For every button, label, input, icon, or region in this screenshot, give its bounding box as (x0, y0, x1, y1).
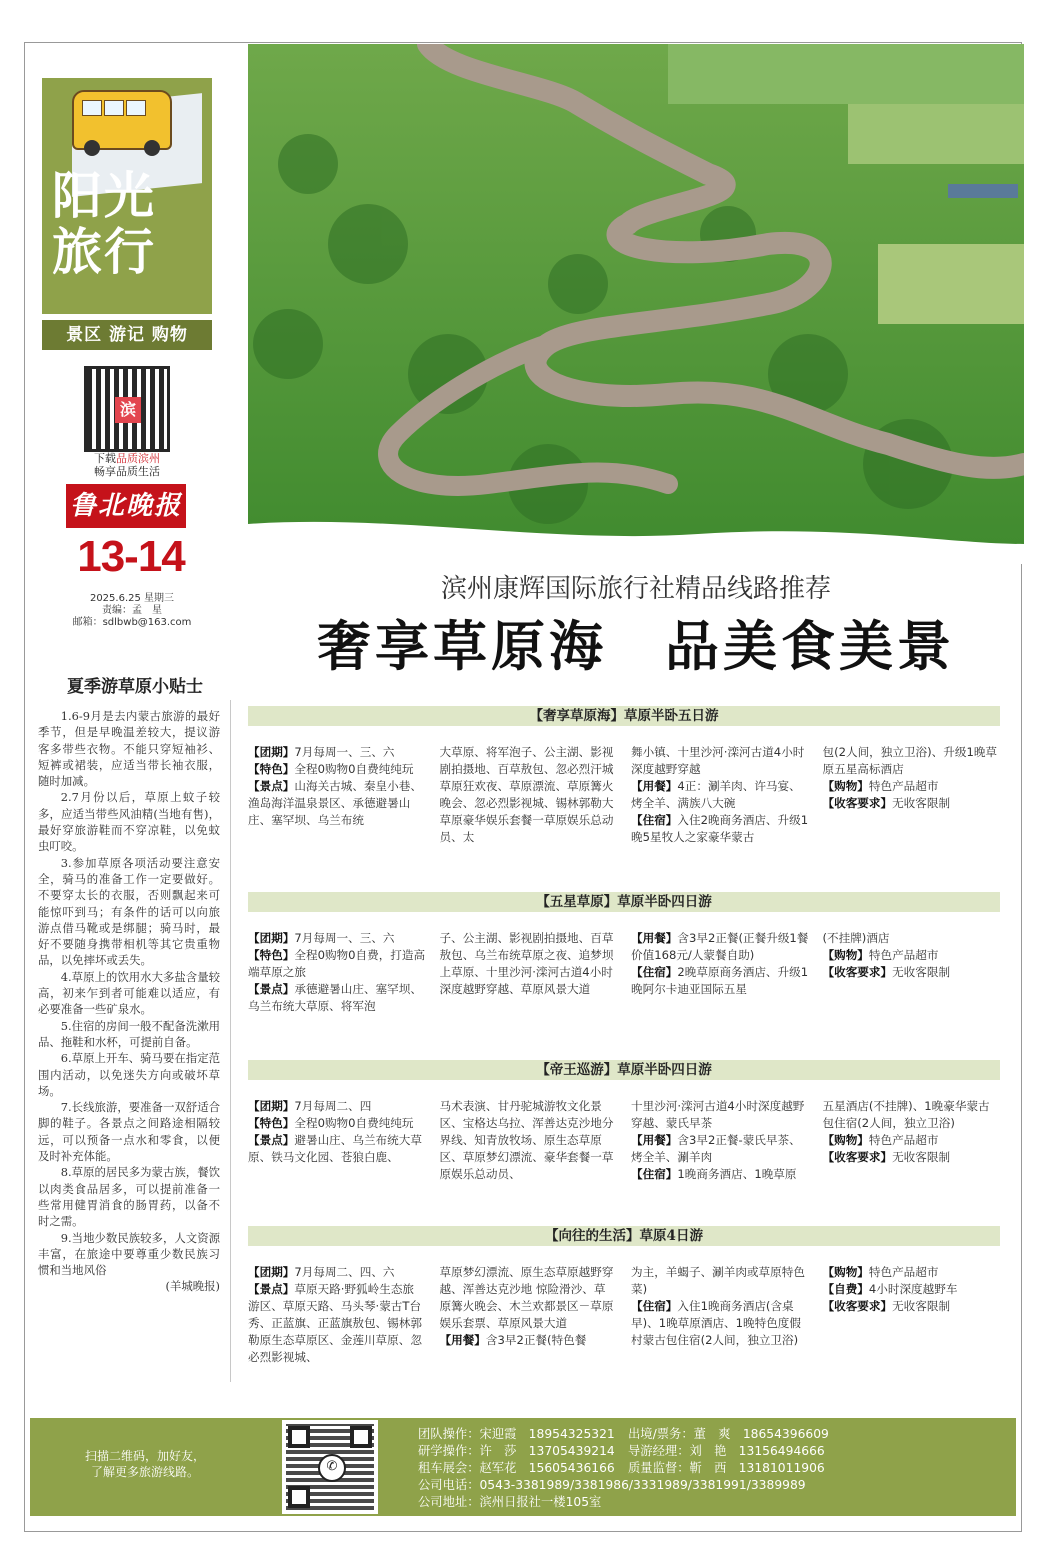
route-title: 【向往的生活】草原4日游 (248, 1226, 1000, 1246)
route-detail (440, 1332, 618, 1349)
bus-icon (72, 90, 172, 150)
tip-item: 8.草原的居民多为蒙古族，餐饮以肉类食品居多，可以提前准备一些常用健胃消食的肠胃药，以备不时之需。 (38, 1165, 220, 1229)
page-numbers: 13-14 (77, 532, 185, 581)
route-detail (440, 1264, 618, 1332)
route-detail (823, 947, 1001, 964)
route-column (631, 744, 809, 846)
wechat-qr-code[interactable] (282, 1420, 378, 1514)
tip-item: 2.7月份以后，草原上蚊子较多，应适当带些风油精(当地有售)，最好穿旅游鞋而不穿凉鞋，以免蚊虫叮咬。 (38, 790, 220, 854)
tip-item: 7.长线旅游，要准备一双舒适合脚的鞋子。各景点之间路途相隔较远，可以预备一点水和零食，以便及时补充体能。 (38, 1100, 220, 1164)
route-detail-text: 全程0购物0自费纯纯玩 (294, 762, 414, 776)
route-detail (248, 744, 426, 761)
route-detail-label: 【用餐】 (631, 931, 678, 945)
route-body (248, 1264, 1000, 1366)
route-detail-text: 7月每周一、三、六 (294, 745, 395, 759)
route-detail-text: 草原天路·野狐岭生态旅游区、草原天路、马头琴·蒙古T台秀、正蓝旗、正蓝旗敖包、锡林郭勒原生态草原区、金莲川草原、忽必烈影视城、 (248, 1282, 422, 1364)
route-detail-label: 【住宿】 (631, 813, 678, 827)
qr-caption: 下载品质滨州 畅享品质生活 (94, 452, 160, 478)
route-detail-text: 特色产品超市 (868, 1265, 939, 1279)
tips-title: 夏季游草原小贴士 (67, 677, 203, 697)
route-detail-label: 【收客要求】 (822, 1150, 893, 1164)
route-3 (248, 1060, 1000, 1183)
route-detail-label: 【用餐】 (439, 1333, 486, 1347)
route-column (248, 930, 426, 1015)
contact-item: 租车展会：赵军花 15605436166 (418, 1461, 615, 1475)
route-detail (248, 1281, 426, 1366)
route-detail-text: 无收客限制 (892, 965, 951, 979)
route-body (248, 930, 1000, 1015)
route-detail-text: 舞小镇、十里沙河·滦河古道4小时深度越野穿越 (631, 745, 805, 776)
route-detail-label: 【购物】 (822, 1265, 869, 1279)
route-detail-label: 【住宿】 (631, 965, 678, 979)
route-detail-label: 【住宿】 (631, 1167, 678, 1181)
route-detail-label: 【特色】 (248, 762, 295, 776)
route-detail-text: 无收客限制 (892, 1299, 951, 1313)
route-detail (631, 964, 809, 998)
route-column (440, 1098, 618, 1183)
route-column (823, 1264, 1001, 1366)
route-detail (631, 812, 809, 846)
route-detail (631, 930, 809, 964)
route-detail-label: 【团期】 (248, 931, 295, 945)
route-column (631, 1098, 809, 1183)
route-detail-text: 无收客限制 (892, 796, 951, 810)
route-detail-label: 【用餐】 (631, 1133, 678, 1147)
route-detail (823, 1132, 1001, 1149)
route-body (248, 744, 1000, 846)
tip-item: 4.草原上的饮用水大多盐含量较高，初来乍到者可能难以适应，有必要准备一些矿泉水。 (38, 969, 220, 1017)
route-detail-label: 【景点】 (248, 982, 295, 996)
route-detail-text: 1晚商务酒店、1晚草原 (677, 1167, 797, 1181)
route-detail-text: 十里沙河·滦河古道4小时深度越野穿越、蒙氏早茶 (631, 1099, 805, 1130)
route-detail (440, 1098, 618, 1183)
route-detail (248, 930, 426, 947)
route-title: 【帝王巡游】草原半卧四日游 (248, 1060, 1000, 1080)
route-detail-text: 五星酒店(不挂牌)、1晚豪华蒙古包住宿(2人间，独立卫浴) (822, 1099, 990, 1130)
route-detail (440, 930, 618, 998)
route-detail (631, 1166, 809, 1183)
qr-center-logo: 滨 (115, 397, 141, 423)
route-detail (631, 778, 809, 812)
tips-body (38, 708, 220, 1295)
route-column (631, 1264, 809, 1366)
route-detail (823, 778, 1001, 795)
route-body (248, 1098, 1000, 1183)
route-detail-label: 【团期】 (248, 745, 295, 759)
route-detail (631, 744, 809, 778)
route-column (631, 930, 809, 1015)
route-detail-text: 子、公主湖、影视剧拍摄地、百草敖包、乌兰布统草原之夜、追梦坝上草原、十里沙河·滦河古道4小时深度越野穿越、草原风景大道 (439, 931, 614, 996)
kicker: 滨州康辉国际旅行社精品线路推荐 (440, 574, 831, 604)
tip-item: 6.草原上开车、骑马要在指定范围内活动，以免迷失方向或破坏草场。 (38, 1051, 220, 1098)
issue-meta: 2025.6.25 星期三 责编：孟 星 邮箱：sdlbwb@163.com (72, 593, 192, 628)
route-detail-text: 山海关古城、秦皇小巷、渔岛海洋温泉景区、承德避暑山庄、塞罕坝、乌兰布统 (248, 779, 422, 827)
route-detail-text: (不挂牌)酒店 (822, 931, 890, 945)
contact-item: 出境/票务：董 爽 18654396609 (628, 1427, 829, 1441)
route-detail-text: 含3早2正餐(特色餐 (485, 1333, 587, 1347)
route-detail-text: 避暑山庄、乌兰布统大草原、铁马文化园、苍狼白鹿、 (248, 1133, 422, 1164)
route-detail-text: 大草原、将军泡子、公主湖、影视剧拍摄地、百草敖包、忽必烈汗城草原狂欢夜、草原漂流、草原篝火晚会、忽必烈影视城、锡林郭勒大草原豪华娱乐套餐一草原娱乐总动员、太 (439, 745, 614, 844)
route-detail (823, 1281, 1001, 1298)
route-column (823, 930, 1001, 1015)
page-headline: 奢享草原海 品美食美景 (317, 614, 955, 678)
route-detail-text: 含3早2正餐-蒙氏早茶、烤全羊、涮羊肉 (631, 1133, 801, 1164)
route-title: 【五星草原】草原半卧四日游 (248, 892, 1000, 912)
route-detail (823, 964, 1001, 981)
route-4 (248, 1226, 1000, 1366)
tip-item: 1.6-9月是去内蒙古旅游的最好季节，但是早晚温差较大，提议游客多带些衣物。不能只穿短袖衫、短裤或裙装，应适当带长袖衣服，随时加减。 (38, 709, 220, 789)
column-subtitle: 景区 游记 购物 (42, 320, 212, 350)
tip-item: 5.住宿的房间一般不配备洗漱用品、拖鞋和水杯，可提前自备。 (38, 1018, 220, 1049)
route-detail-label: 【景点】 (248, 1282, 295, 1296)
route-detail (248, 947, 426, 981)
route-detail (248, 778, 426, 829)
route-detail-text: 7月每周二、四 (294, 1099, 372, 1113)
route-detail-text: 无收客限制 (892, 1150, 951, 1164)
route-column (248, 1264, 426, 1366)
route-detail-text: 特色产品超市 (868, 1133, 939, 1147)
route-detail-text: 特色产品超市 (868, 948, 939, 962)
route-detail-label: 【购物】 (822, 1133, 869, 1147)
route-detail-label: 【特色】 (248, 948, 295, 962)
route-title: 【奢享草原海】草原半卧五日游 (248, 706, 1000, 726)
route-detail-label: 【购物】 (822, 779, 869, 793)
route-detail-text: 为主，羊蝎子、涮羊肉或草原特色菜) (631, 1265, 805, 1296)
route-detail-label: 【收客要求】 (822, 965, 893, 979)
route-detail-text: 4正：涮羊肉、许马宴、烤全羊、满族八大碗 (631, 779, 801, 810)
route-detail (823, 744, 1001, 778)
route-detail (631, 1298, 809, 1349)
route-detail-text: 7月每周一、三、六 (294, 931, 395, 945)
route-detail-label: 【购物】 (822, 948, 869, 962)
route-column (823, 744, 1001, 846)
route-detail-text: 特色产品超市 (868, 779, 939, 793)
contact-item: 团队操作：宋迎霞 18954325321 (418, 1427, 615, 1441)
route-detail (248, 1264, 426, 1281)
route-detail-text: 草原梦幻漂流、原生态草原越野穿越、浑善达克沙地 惊险滑沙、草原篝火晚会、木兰欢都景区－草原娱乐套票、草原风景大道 (439, 1265, 614, 1330)
column-title: 阳光 旅行 (52, 167, 156, 281)
route-detail-label: 【收客要求】 (822, 796, 893, 810)
newspaper-logo: 鲁北晚报 (66, 484, 186, 528)
route-detail (823, 1298, 1001, 1315)
route-detail-text: 全程0购物0自费，打造高端草原之旅 (248, 948, 426, 979)
route-detail (248, 1132, 426, 1166)
grassland-river-photo (248, 44, 1024, 564)
tip-item: 9.当地少数民族较多，人文资源丰富，在旅途中要尊重少数民族习惯和当地风俗 (38, 1230, 220, 1278)
route-detail-label: 【团期】 (248, 1265, 295, 1279)
route-detail-label: 【收客要求】 (822, 1299, 893, 1313)
route-detail-label: 【景点】 (248, 1133, 295, 1147)
column-divider (230, 700, 231, 1382)
route-detail (631, 1098, 809, 1132)
route-detail-text: 2晚草原商务酒店、升级1晚阿尔卡迪亚国际五星 (631, 965, 809, 996)
footer-bar (30, 1418, 1016, 1516)
wechat-icon: ✆ (318, 1454, 346, 1482)
route-detail (248, 761, 426, 778)
route-detail (823, 1149, 1001, 1166)
route-detail (248, 981, 426, 1015)
contact-item: 研学操作：许 莎 13705439214 (418, 1444, 615, 1458)
route-detail-text: 含3早2正餐(正餐升级1餐价值168元/人蒙餐自助) (631, 931, 809, 962)
tip-item: 3.参加草原各项活动要注意安全，骑马的准备工作一定要做好。不要穿太长的衣服，否则飘起来可能惊吓到马；有条件的话可以向旅游点借马靴或是绑腿；骑马时，最好不要随身携带相机等其它贵重物品，以免摔坏或丢失。 (38, 855, 220, 968)
route-column (248, 1098, 426, 1183)
route-detail-label: 【住宿】 (631, 1299, 678, 1313)
route-detail (248, 1115, 426, 1132)
route-detail (823, 1264, 1001, 1281)
company-phone: 公司电话：0543-3381989/3381986/3331989/3381991/3389989 (418, 1478, 806, 1492)
route-detail (631, 1132, 809, 1166)
route-detail-text: 承德避暑山庄、塞罕坝、乌兰布统大草原、将军泡 (248, 982, 422, 1013)
route-detail-text: 入住1晚商务酒店(含桌早)、1晚草原酒店、1晚特色度假村蒙古包住宿(2人间，独立卫浴) (631, 1299, 801, 1347)
route-detail (823, 1098, 1001, 1132)
app-qr-code[interactable] (84, 366, 170, 452)
route-1 (248, 706, 1000, 846)
route-detail-label: 【自费】 (822, 1282, 869, 1296)
route-detail-label: 【用餐】 (631, 779, 678, 793)
scan-instruction: 扫描二维码，加好友，了解更多旅游线路。 (84, 1449, 205, 1479)
route-detail-text: 7月每周二、四、六 (294, 1265, 395, 1279)
route-detail (248, 1098, 426, 1115)
route-detail-label: 【团期】 (248, 1099, 295, 1113)
route-detail-label: 【特色】 (248, 1116, 295, 1130)
route-column (440, 930, 618, 1015)
route-column (440, 744, 618, 846)
route-detail-text: 包(2人间，独立卫浴)、升级1晚草原五星高标酒店 (822, 745, 998, 776)
route-detail (440, 744, 618, 846)
route-detail-label: 【景点】 (248, 779, 295, 793)
route-detail (823, 795, 1001, 812)
route-detail (631, 1264, 809, 1298)
contact-item: 质量监督：靳 西 13181011906 (628, 1461, 825, 1475)
route-column (440, 1264, 618, 1366)
route-detail-text: 全程0购物0自费纯纯玩 (294, 1116, 414, 1130)
route-detail-text: 马术表演、甘丹驼城游牧文化景区、宝格达乌拉、浑善达克沙地分界线、知青放牧场、原生态草原区、草原梦幻漂流、豪华套餐一草原娱乐总动员、 (439, 1099, 614, 1181)
tips-source: (羊城晚报) (165, 1279, 220, 1294)
route-detail (823, 930, 1001, 947)
route-column (823, 1098, 1001, 1183)
company-address: 公司地址：滨州日报社一楼105室 (418, 1495, 602, 1509)
route-column (248, 744, 426, 846)
route-detail-text: 4小时深度越野车 (868, 1282, 958, 1296)
route-detail-text: 入住2晚商务酒店、升级1晚5星牧人之家豪华蒙古 (631, 813, 809, 844)
contact-item: 导游经理：刘 艳 13156494666 (628, 1444, 825, 1458)
contact-list (418, 1426, 998, 1511)
route-2 (248, 892, 1000, 1015)
